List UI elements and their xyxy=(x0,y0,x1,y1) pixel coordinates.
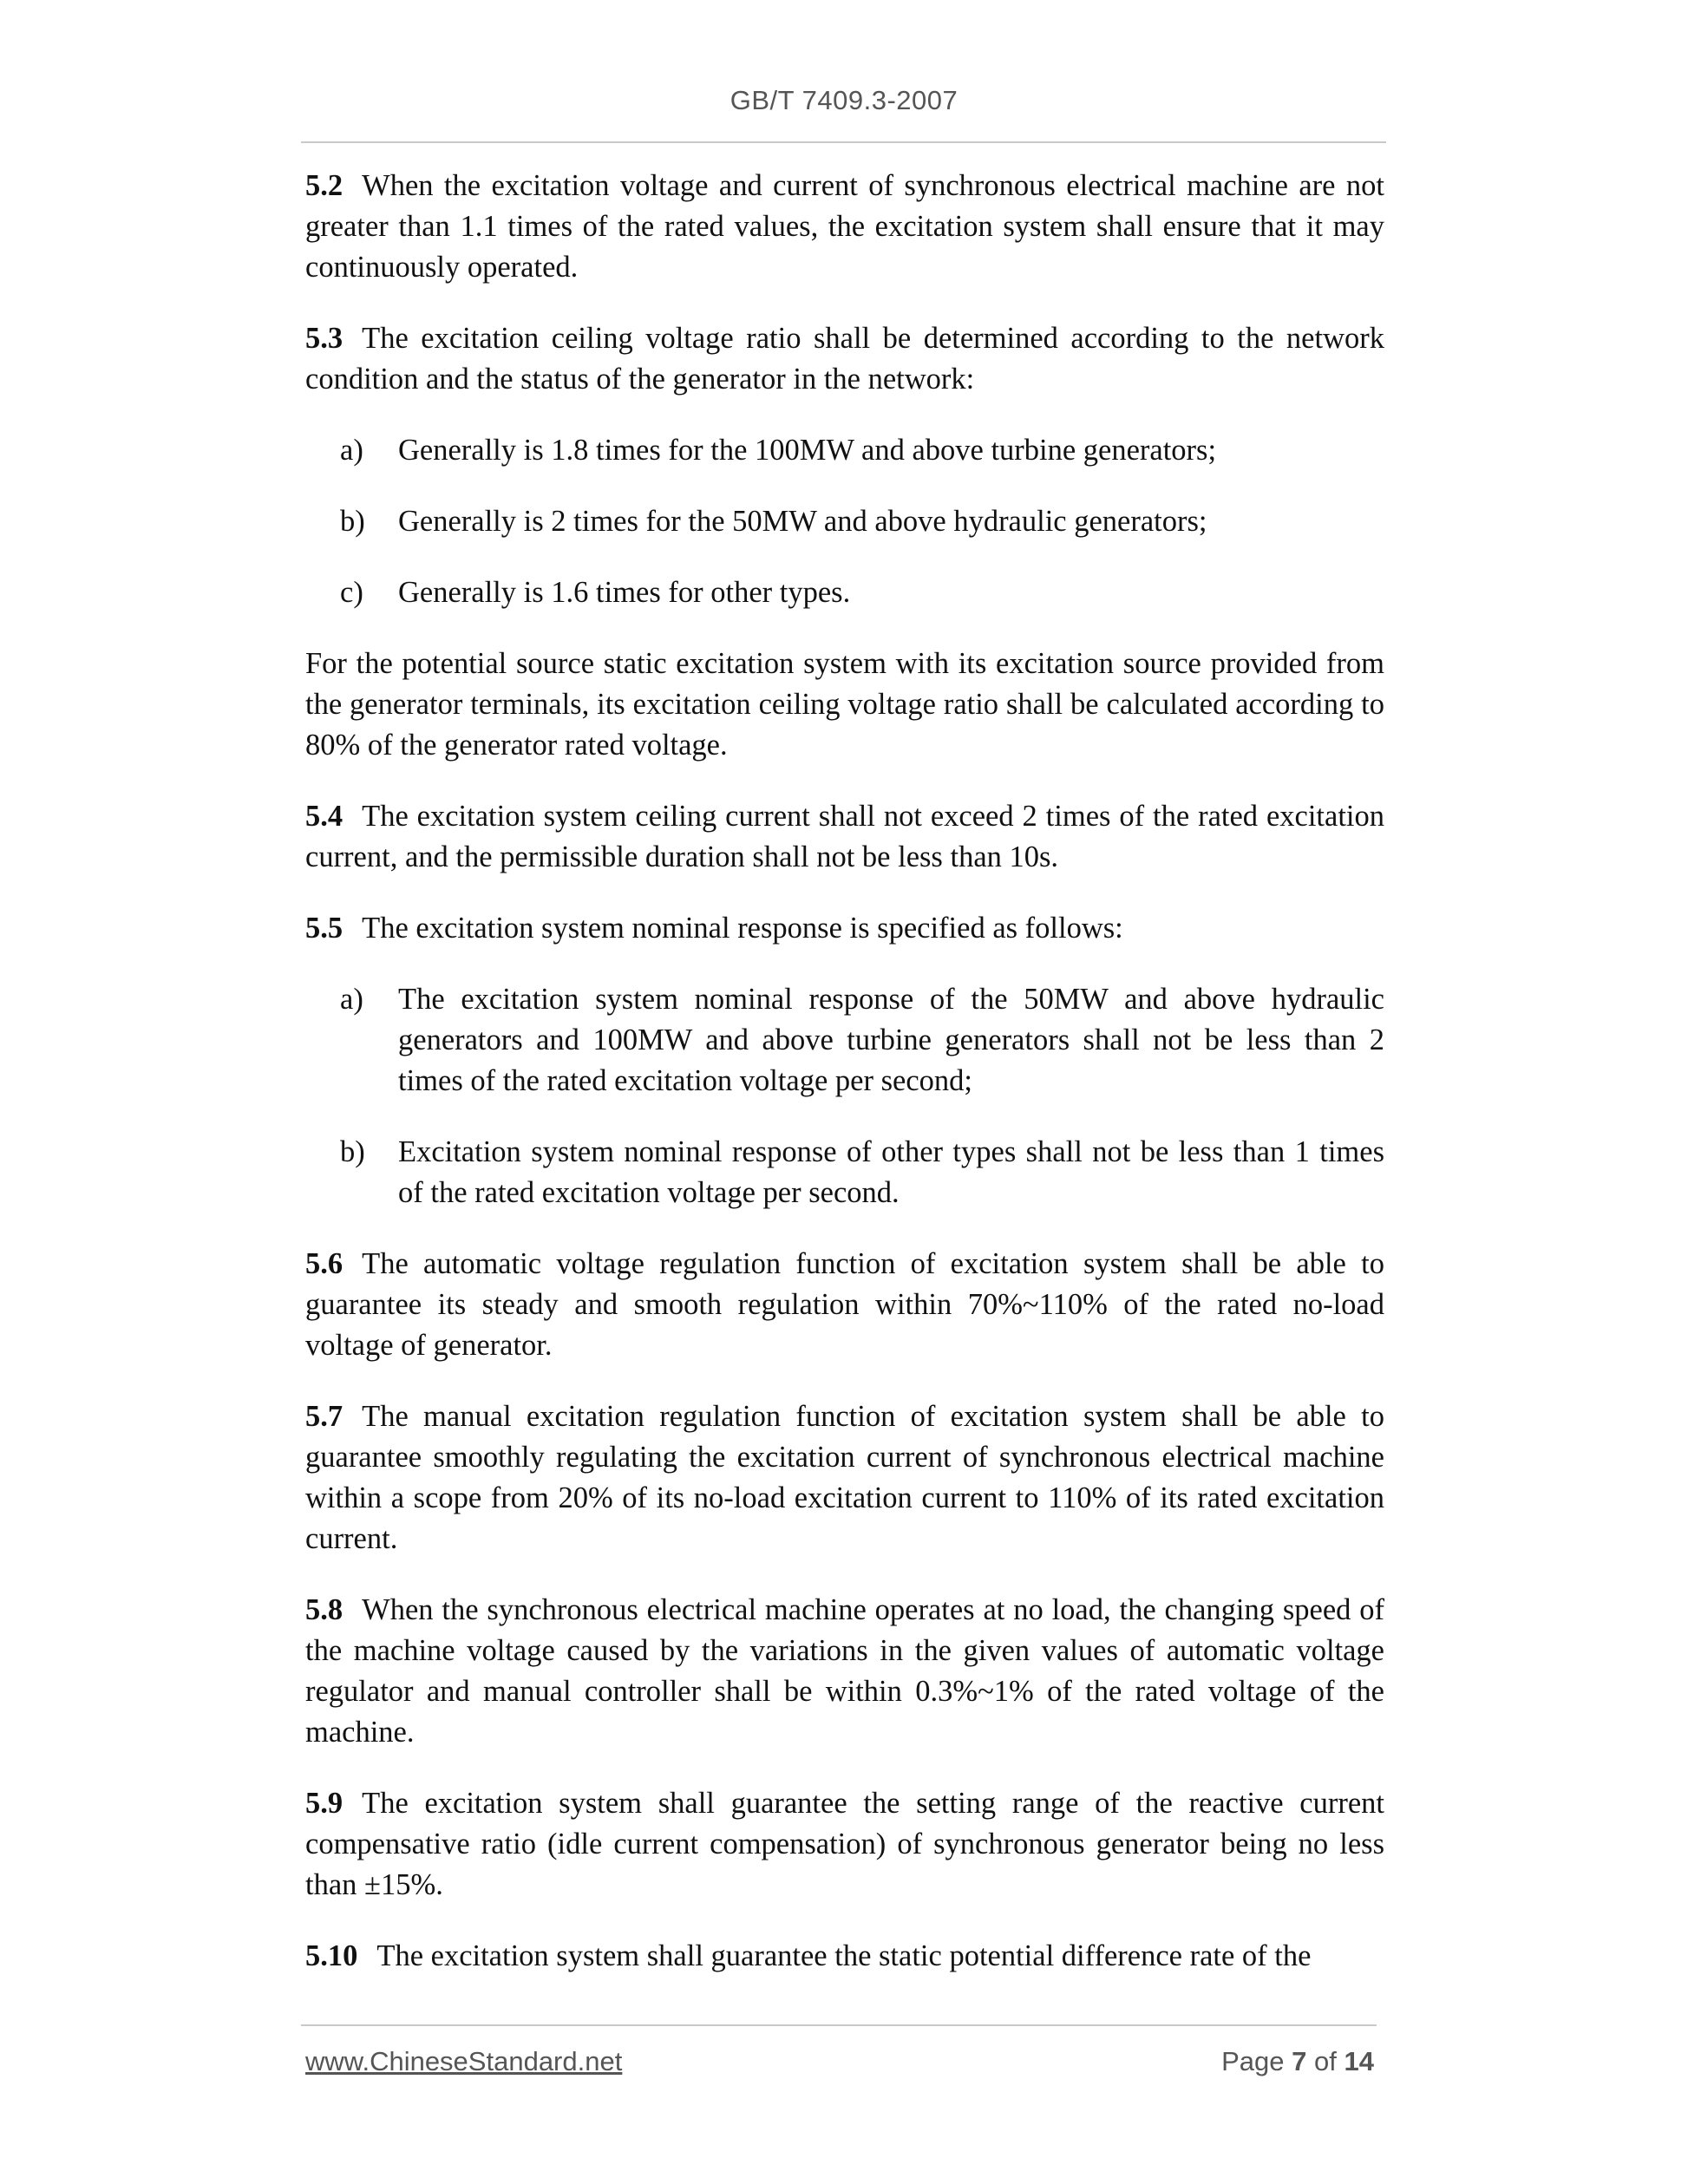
clause-5-6 xyxy=(305,1244,1384,1366)
list-item-text: Generally is 1.8 times for the 100MW and above turbine generators; xyxy=(398,434,1217,467)
page-indicator xyxy=(1221,2046,1374,2077)
list-item-text: The excitation system nominal response of the 50MW and above hydraulic generators and 100MW and above turbine generators shall not be less than 2 times of the rated excitation voltage per second; xyxy=(398,983,1384,1097)
list-item-text: Excitation system nominal response of other types shall not be less than 1 times of the rated excitation voltage per second. xyxy=(398,1135,1384,1209)
page-total: 14 xyxy=(1344,2046,1374,2076)
list-item-label: b) xyxy=(340,1135,365,1168)
clause-text: The excitation system shall guarantee the setting range of the reactive current compensative ratio (idle current compensation) of synchronous generator being no less than ±15%. xyxy=(305,1787,1384,1901)
clause-text: The excitation system nominal response is specified as follows: xyxy=(362,912,1123,945)
clause-5-5 xyxy=(305,908,1384,949)
footer-divider xyxy=(301,2024,1377,2026)
clause-number: 5.2 xyxy=(305,169,343,202)
clause-5-2 xyxy=(305,166,1384,288)
list-item xyxy=(305,572,1384,613)
list-item-label: c) xyxy=(340,576,363,609)
list-item-label: a) xyxy=(340,434,363,467)
clause-number: 5.5 xyxy=(305,912,343,945)
clause-5-3-note: For the potential source static excitation system with its excitation source provided from the generator terminals, its excitation ceiling voltage ratio shall be calculated according to 80% of the generator rated voltage. xyxy=(305,647,1384,762)
clause-5-8 xyxy=(305,1590,1384,1753)
clause-5-9 xyxy=(305,1783,1384,1906)
clause-text: The excitation system shall guarantee the static potential difference rate of the xyxy=(376,1939,1312,1972)
clause-number: 5.4 xyxy=(305,800,343,833)
clause-5-4 xyxy=(305,796,1384,878)
clause-text: The manual excitation regulation function of excitation system shall be able to guarantee smoothly regulating the excitation current of synchronous electrical machine within a scope from 20% of its no-load excitation current to 110% of its rated excitation current. xyxy=(305,1400,1384,1555)
clause-number: 5.10 xyxy=(305,1939,358,1972)
clause-text: When the excitation voltage and current of synchronous electrical machine are not greater than 1.1 times of the rated values, the excitation system shall ensure that it may continuously operated. xyxy=(305,169,1384,284)
clause-number: 5.9 xyxy=(305,1787,343,1820)
document-body xyxy=(305,166,1384,2007)
clause-number: 5.7 xyxy=(305,1400,343,1433)
clause-text: The excitation ceiling voltage ratio shall be determined according to the network condition and the status of the generator in the network: xyxy=(305,322,1384,396)
website-link[interactable]: www.ChineseStandard.net xyxy=(305,2046,623,2076)
page-header-title: GB/T 7409.3-2007 xyxy=(730,85,958,115)
clause-number: 5.3 xyxy=(305,322,343,355)
clause-text: The automatic voltage regulation function of excitation system shall be able to guarantee its steady and smooth regulation within 70%~110% of the rated no-load voltage of generator. xyxy=(305,1247,1384,1362)
list-item xyxy=(305,430,1384,471)
clause-5-3 xyxy=(305,318,1384,400)
clause-5-7 xyxy=(305,1396,1384,1560)
clause-5-10 xyxy=(305,1936,1384,1977)
clause-text: When the synchronous electrical machine operates at no load, the changing speed of the machine voltage caused by the variations in the given values of automatic voltage regulator and manual controller shall be within 0.3%~1% of the rated voltage of the machine. xyxy=(305,1593,1384,1749)
list-item xyxy=(305,979,1384,1102)
list-item xyxy=(305,1132,1384,1213)
list-item-text: Generally is 2 times for the 50MW and above hydraulic generators; xyxy=(398,505,1207,538)
list-item xyxy=(305,501,1384,542)
list-item-text: Generally is 1.6 times for other types. xyxy=(398,576,851,609)
list-item-label: a) xyxy=(340,983,363,1016)
of-word: of xyxy=(1314,2046,1337,2076)
clause-text: The excitation system ceiling current shall not exceed 2 times of the rated excitation current, and the permissible duration shall not be less than 10s. xyxy=(305,800,1384,873)
clause-number: 5.6 xyxy=(305,1247,343,1280)
clause-number: 5.8 xyxy=(305,1593,343,1626)
list-item-label: b) xyxy=(340,505,365,538)
page-word: Page xyxy=(1221,2046,1285,2076)
header-divider xyxy=(301,141,1386,143)
page-current: 7 xyxy=(1292,2046,1307,2076)
